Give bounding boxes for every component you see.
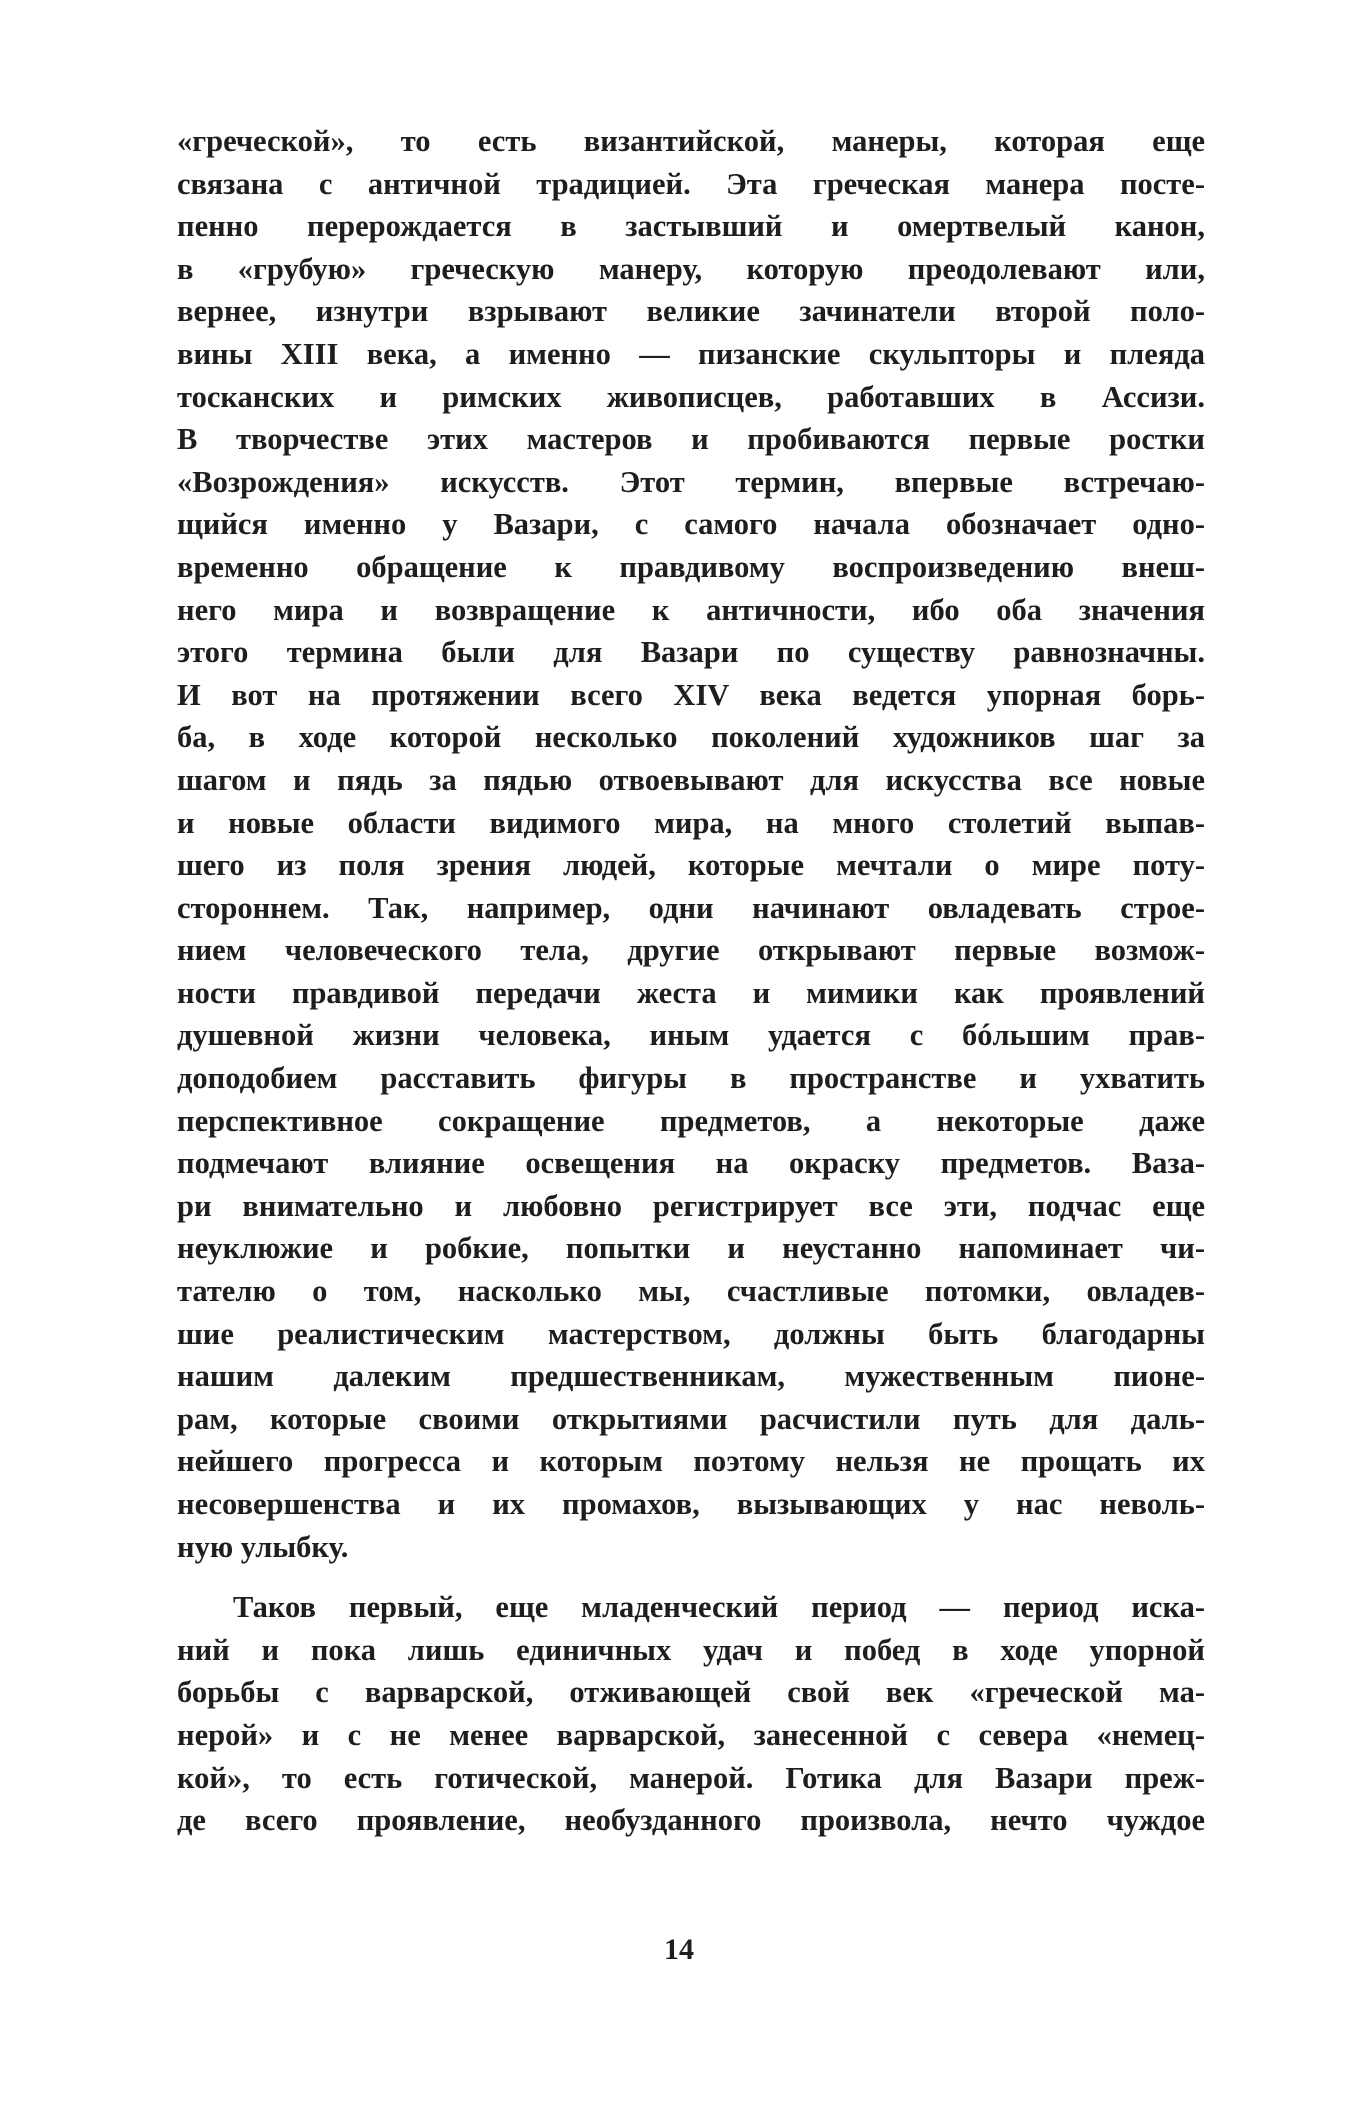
text-line: В творчестве этих мастеров и пробиваются первые ростки [177, 422, 1205, 457]
paragraph-1 [177, 120, 1205, 1568]
text-line: ности правдивой передачи жеста и мимики как проявлений [177, 975, 1205, 1010]
text-line: неуклюжие и робкие, попытки и неустанно напоминает чи- [177, 1231, 1205, 1266]
text-line: «греческой», то есть византийской, манеры, которая еще [177, 124, 1205, 158]
text-line: рам, которые своими открытиями расчистили путь для даль- [177, 1401, 1205, 1436]
text-line: несовершенства и их промахов, вызывающих у нас неволь- [177, 1487, 1205, 1521]
text-line: тосканских и римских живописцев, работавших в Ассизи. [177, 379, 1205, 414]
text-line: «Возрождения» искусств. Этот термин, впервые встречаю- [177, 464, 1205, 499]
text-line: шагом и пядь за пядью отвоевывают для искусства все новые [177, 762, 1205, 797]
text-line: ную улыбку. [177, 1529, 349, 1564]
text-line: в «грубую» греческую манеру, которую преодолевают или, [177, 251, 1205, 286]
page-body [177, 120, 1205, 1842]
text-line: доподобием расставить фигуры в пространстве и ухватить [177, 1061, 1205, 1096]
text-line: шего из поля зрения людей, которые мечтали о мире поту- [177, 848, 1205, 883]
text-line: нием человеческого тела, другие открывают первые возмож- [177, 933, 1205, 968]
paragraph-2 [177, 1586, 1205, 1842]
text-line: нейшего прогресса и которым поэтому нельзя не прощать их [177, 1444, 1205, 1479]
text-line: ба, в ходе которой несколько поколений художников шаг за [177, 720, 1205, 755]
text-line: подмечают влияние освещения на окраску предметов. Ваза- [177, 1146, 1205, 1181]
text-line: временно обращение к правдивому воспроизведению внеш- [177, 549, 1205, 584]
text-line: вернее, изнутри взрывают великие зачинатели второй поло- [177, 294, 1205, 329]
text-line: кой», то есть готической, манерой. Готика для Вазари преж- [177, 1760, 1205, 1795]
text-line: него мира и возвращение к античности, ибо оба значения [177, 592, 1205, 627]
text-line: тателю о том, насколько мы, счастливые потомки, овладев- [177, 1274, 1205, 1309]
text-line: и новые области видимого мира, на много столетий выпав- [177, 805, 1205, 840]
paragraph-gap [177, 1568, 1205, 1586]
text-line: ний и пока лишь единичных удач и побед в ходе упорной [177, 1632, 1205, 1667]
text-line: нерой» и с не менее варварской, занесенной с севера «немец- [177, 1717, 1205, 1752]
text-line: этого термина были для Вазари по существу равнозначны. [177, 635, 1205, 670]
text-line: перспективное сокращение предметов, а некоторые даже [177, 1103, 1205, 1138]
text-line: борьбы с варварской, отживающей свой век «греческой ма- [177, 1675, 1205, 1710]
text-line: стороннем. Так, например, одни начинают овладевать строе- [177, 890, 1205, 925]
text-line: Таков первый, еще младенческий период — период иска- [233, 1590, 1205, 1625]
text-line: душевной жизни человека, иным удается с бóльшим прав- [177, 1018, 1205, 1053]
text-line: пенно перерождается в застывший и омертвелый канон, [177, 209, 1205, 244]
text-line: нашим далеким предшественникам, мужественным пионе- [177, 1359, 1205, 1394]
text-line: И вот на протяжении всего XIV века ведется упорная борь- [177, 677, 1205, 712]
text-line: шие реалистическим мастерством, должны быть благодарны [177, 1316, 1205, 1351]
text-line: связана с античной традицией. Эта греческая манера посте- [177, 166, 1205, 201]
text-line: ри внимательно и любовно регистрирует все эти, подчас еще [177, 1188, 1205, 1223]
page-number: 14 [664, 1933, 694, 1966]
text-line: щийся именно у Вазари, с самого начала обозначает одно- [177, 507, 1205, 542]
text-line: де всего проявление, необузданного произвола, нечто чуждое [177, 1803, 1205, 1838]
text-line: вины XIII века, а именно — пизанские скульпторы и плеяда [177, 336, 1205, 371]
